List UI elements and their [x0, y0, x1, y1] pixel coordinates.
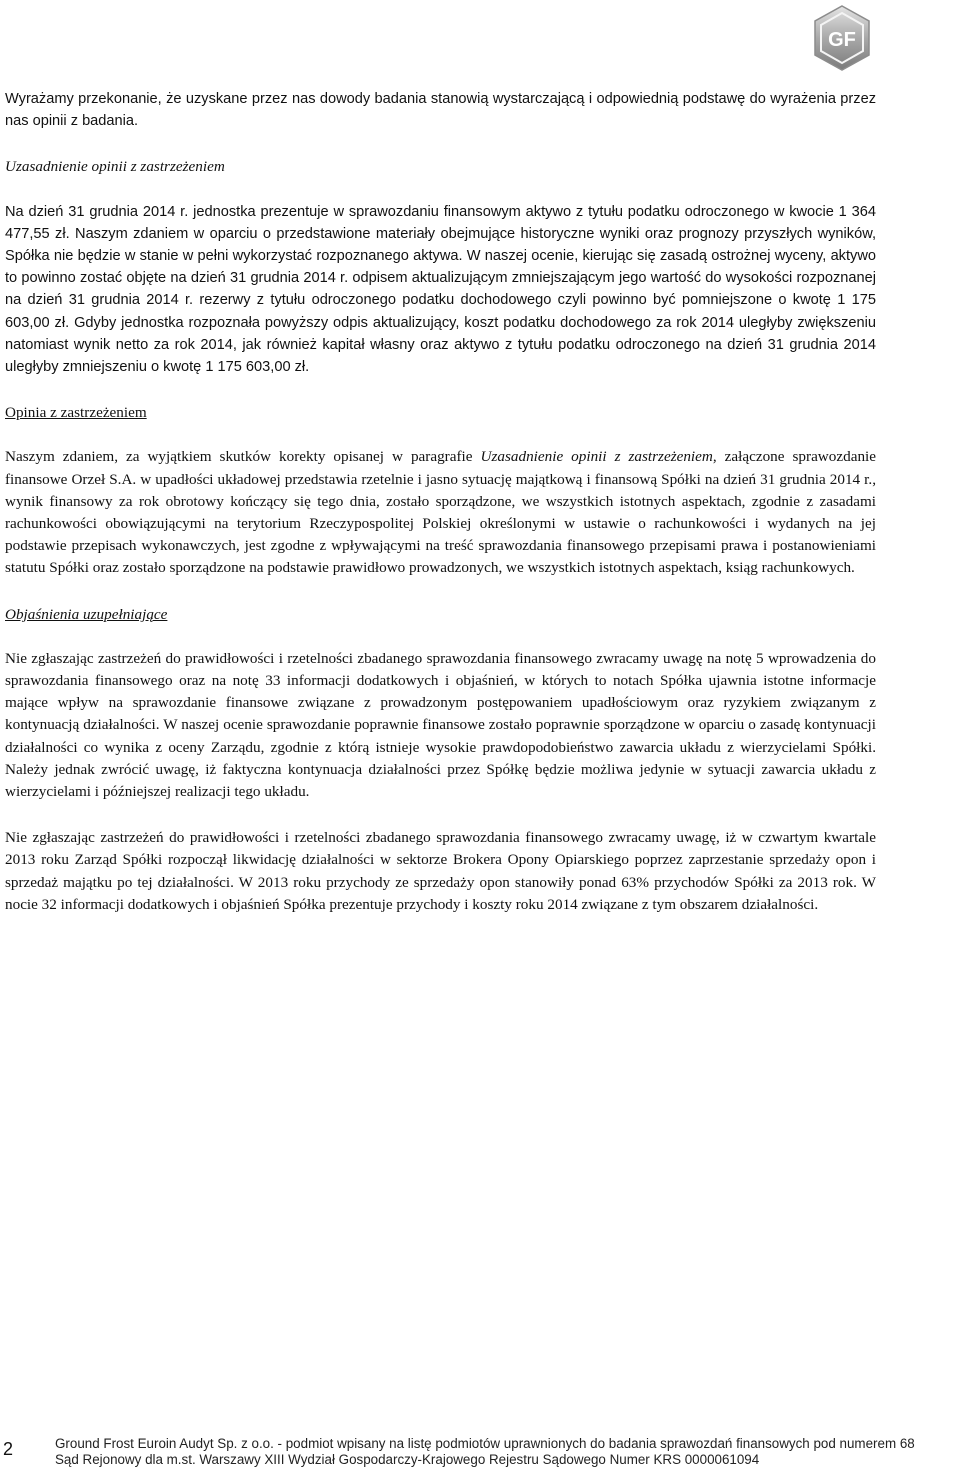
page-number: 2	[3, 1439, 14, 1459]
paragraph-deferred-tax: Na dzień 31 grudnia 2014 r. jednostka prezentuje w sprawozdaniu finansowym aktywo z tytułu podatku odroczonego w kwocie 1 364 477,55 zł. Naszym zdaniem w oparciu o przedstawione materiały obejmujące historyczne wyniki oraz prognozy przyszłych wyników, Spółka nie będzie w stanie w pełni wykorzystać rozpoznanego aktywa. W naszej ocenie, kierując się zasadą ostrożnej wyceny, aktywo to powinno zostać objęte na dzień 31 grudnia 2014 r. odpisem aktualizującym zmniejszającym jego wartość do wysokości rozpoznanej na dzień 31 grudnia 2014 r. rezerwy z tytułu odroczonego podatku dochodowego czyli powinno być pomniejszone o kwotę 1 175 603,00 zł. Gdyby jednostka rozpoznała powyższy odpis aktualizujący, koszt podatku dochodowego za rok 2014 uległyby zwiększeniu natomiast wynik netto za rok 2014, jak również kapitał własny oraz aktywo z tytułu podatku odroczonego na dzień 31 grudnia 2014 uległyby zmniejszeniu o kwotę 1 175 603,00 zł.	[5, 203, 876, 376]
paragraph-tire-business: Nie zgłaszając zastrzeżeń do prawidłowości i rzetelności zbadanego sprawozdania finansowego zwracamy uwagę, iż w czwartym kwartale 2013 roku Zarząd Spółki rozpoczął likwidację działalności w sektorze Brokera Opony Opiarskiego poprzez zaprzestanie sprzedaży opon i sprzedaż majątku po tej działalności. W 2013 roku przychody ze sprzedaży opon stanowiły ponad 63% przychodów Spółki za 2013 rok. W nocie 32 informacji dodatkowych i objaśnień Spółka prezentuje przychody i koszty roku 2014 związane z tym obszarem działalności.	[5, 829, 876, 913]
opinion-italic-reference: Uzasadnienie opinii z zastrzeżeniem	[480, 448, 713, 466]
heading-emphasis-of-matter: Objaśnienia uzupełniające	[5, 605, 168, 623]
gf-logo-icon	[812, 4, 872, 72]
heading-basis-for-qualified-opinion: Uzasadnienie opinii z zastrzeżeniem	[5, 158, 225, 176]
paragraph-going-concern: Nie zgłaszając zastrzeżeń do prawidłowości i rzetelności zbadanego sprawozdania finansowego zwracamy uwagę na notę 5 wprowadzenia do sprawozdania finansowego oraz na notę 33 informacji dodatkowych i objaśnień, w których to notach Spółka ujawnia istotne informacje mające wpływ na sprawozdanie finansowe związane z prowadzonym postępowaniem upadłościowym oraz ryzykiem związanym z kontynuacją działalności. W naszej ocenie sprawozdanie poprawnie finansowe zostało poprawnie sporządzone w oparciu o zasadę kontynuacji działalności co wynika z oceny Zarządu, zgodnie z którą istnieje wysokie prawdopodobieństwo zawarcia układu z wierzycielami Spółki. Należy jednak zwrócić uwagę, iż faktyczna kontynuacja działalności przez Spółkę będzie możliwa jedynie w sytuacji zawarcia układu z wierzycielami i późniejszej realizacji tego układu.	[5, 649, 876, 801]
heading-qualified-opinion: Opinia z zastrzeżeniem	[5, 404, 147, 422]
paragraph-evidence: Wyrażamy przekonanie, że uzyskane przez nas dowody badania stanowią wystarczającą i odpowiednią podstawę do wyrażenia przez nas opinii z badania.	[5, 91, 876, 130]
logo-text: GF	[828, 29, 856, 51]
opinion-text-end: , załączone sprawozdanie finansowe Orzeł S.A. w upadłości układowej przedstawia rzetelnie i jasno sytuację majątkową i finansową Spółki na dzień 31 grudnia 2014 r., wynik finansowy za rok obrotowy kończący się tego dnia, zostało sporządzone, we wszystkich istotnych aspektach, zgodnie z zasadami rachunkowości obowiązującymi na terytorium Rzeczypospolitej Polskiej określonymi w ustawie o rachunkowości i wydanych na jej podstawie przepisach wykonawczych, jest zgodne z wpływającymi na treść sprawozdania finansowego przepisami prawa i postanowieniami statutu Spółki oraz zostało sporządzone na podstawie prawidłowo prowadzonych, we wszystkich istotnych aspektach, ksiąg rachunkowych.	[5, 448, 876, 577]
paragraph-opinion	[5, 446, 876, 579]
footer-line-court-registry: Sąd Rejonowy dla m.st. Warszawy XIII Wydział Gospodarczy-Krajowego Rejestru Sądowego Numer KRS 0000061094	[55, 1452, 760, 1467]
document-body	[5, 88, 876, 940]
opinion-text-start: Naszym zdaniem, za wyjątkiem skutków korekty opisanej w paragrafie	[5, 448, 481, 466]
page-footer	[0, 1433, 960, 1470]
footer-line-auditor: Ground Frost Euroin Audyt Sp. z o.o. - podmiot wpisany na listę podmiotów uprawnionych do badania sprawozdań finansowych pod numerem 68	[55, 1436, 915, 1451]
